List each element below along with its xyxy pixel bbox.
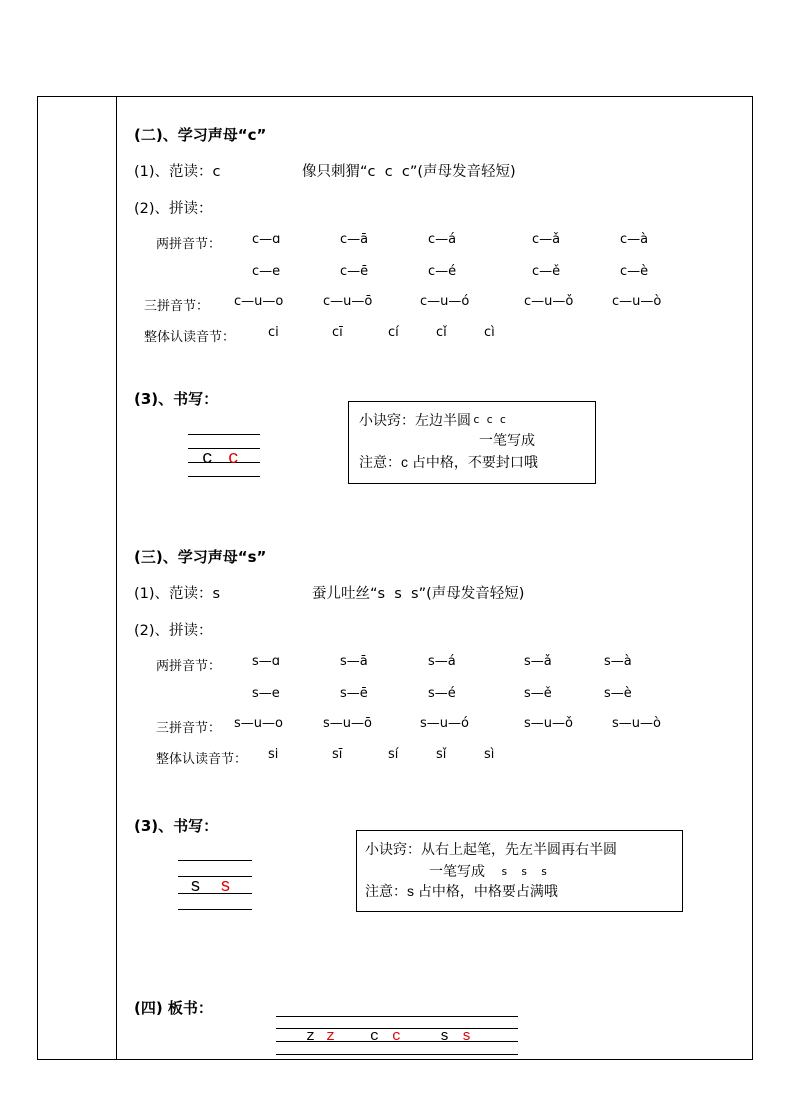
tip-line: 注意：c 占中格，不要封口哦 [359, 454, 538, 470]
section-s-writing-label: (3)、书写： [134, 817, 219, 835]
syllable: s—u—ò [612, 716, 661, 731]
syllable: cǐ [436, 325, 447, 340]
syllable: c—ɑ [252, 232, 281, 247]
syllable: c—á [428, 232, 457, 247]
syllable: c—e [252, 264, 281, 279]
section-s-title: (三)、学习声母“s” [134, 548, 267, 566]
syllable: c—à [620, 232, 649, 247]
syllable: s—u—o [234, 716, 283, 731]
syllable: s—é [428, 686, 456, 701]
syllable: sī [332, 747, 343, 762]
section-c-model-phrase: 像只刺猬“c c c”(声母发音轻短) [302, 164, 516, 180]
tip-letters: s s s [501, 865, 548, 878]
section-c-two-syllable-label: 两拼音节： [156, 237, 222, 252]
board-letter-s-red: s [462, 1028, 472, 1045]
syllable: c—ǎ [532, 232, 561, 247]
section-c-tip-box [348, 401, 596, 484]
syllable: s—à [604, 654, 632, 669]
syllable: s—ǎ [524, 654, 552, 669]
syllable: c—è [620, 264, 649, 279]
syllable: cí [388, 325, 399, 340]
section-c-three-syllable-label: 三拼音节： [144, 299, 210, 314]
syllable: cì [484, 325, 495, 340]
section-c-writing-staff [188, 434, 260, 478]
syllable: si [268, 747, 279, 762]
syllable: s—ɑ [252, 654, 281, 669]
letter-c-red: c [228, 449, 239, 469]
tip-line: 小诀窍：从右上起笔，先左半圆再右半圆 [365, 841, 617, 857]
section-c-whole-syllable-label: 整体认读音节： [144, 330, 236, 345]
syllable: c—u—o [234, 294, 284, 309]
board-title: (四) 板书： [134, 999, 213, 1017]
syllable: c—u—ò [612, 294, 662, 309]
syllable: sí [388, 747, 399, 762]
syllable: s—e [252, 686, 280, 701]
syllable: c—u—ó [420, 294, 470, 309]
syllable: c—u—ǒ [524, 294, 574, 309]
board-letter-s-black: s [440, 1028, 450, 1045]
section-s-three-syllable-label: 三拼音节： [156, 721, 222, 736]
syllable: sǐ [436, 747, 447, 762]
syllable: sì [484, 747, 495, 762]
syllable: s—á [428, 654, 456, 669]
syllable: s—ē [340, 686, 368, 701]
board-letter-c-black: c [370, 1028, 380, 1045]
syllable: ci [268, 325, 279, 340]
letter-s-black: s [190, 877, 201, 897]
section-s-model-reading: (1)、范读：s [134, 586, 221, 602]
syllable: c—ě [532, 264, 561, 279]
section-s-whole-syllable-label: 整体认读音节： [156, 752, 248, 767]
board-letter-c-red: c [392, 1028, 402, 1045]
syllable: s—ě [524, 686, 552, 701]
tip-line: 小诀窍：左边半圆 [359, 412, 471, 428]
tip-line: 一笔写成 [479, 432, 535, 448]
section-c-blending-label: (2)、拼读： [134, 201, 213, 217]
syllable: s—è [604, 686, 632, 701]
tip-line: 一笔写成 [429, 863, 485, 879]
board-letter-z-black: z [306, 1028, 316, 1045]
section-s-tip-box [356, 830, 683, 912]
board-writing-staff [276, 1016, 518, 1055]
letter-s-red: s [220, 877, 231, 897]
tip-line: 注意：s 占中格，中格要占满哦 [365, 883, 558, 899]
syllable: c—ā [340, 232, 369, 247]
syllable: s—u—ó [420, 716, 469, 731]
section-s-two-syllable-label: 两拼音节： [156, 659, 222, 674]
syllable: c—u—ō [323, 294, 373, 309]
syllable: c—é [428, 264, 457, 279]
table-column-divider [116, 96, 117, 1060]
tip-letters: c c c [473, 413, 507, 426]
section-c-model-reading: (1)、范读：c [134, 164, 221, 180]
letter-c-black: c [202, 449, 213, 469]
syllable: s—u—ǒ [524, 716, 573, 731]
section-s-model-phrase: 蚕儿吐丝“s s s”(声母发音轻短) [312, 586, 525, 602]
section-c-title: (二)、学习声母“c” [134, 126, 267, 144]
section-s-blending-label: (2)、拼读： [134, 623, 213, 639]
syllable: c—ē [340, 264, 369, 279]
syllable: s—ā [340, 654, 368, 669]
board-letter-z-red: z [326, 1028, 336, 1045]
syllable: cī [332, 325, 343, 340]
syllable: s—u—ō [323, 716, 372, 731]
section-c-writing-label: (3)、书写： [134, 390, 219, 408]
section-s-writing-staff [178, 860, 252, 910]
